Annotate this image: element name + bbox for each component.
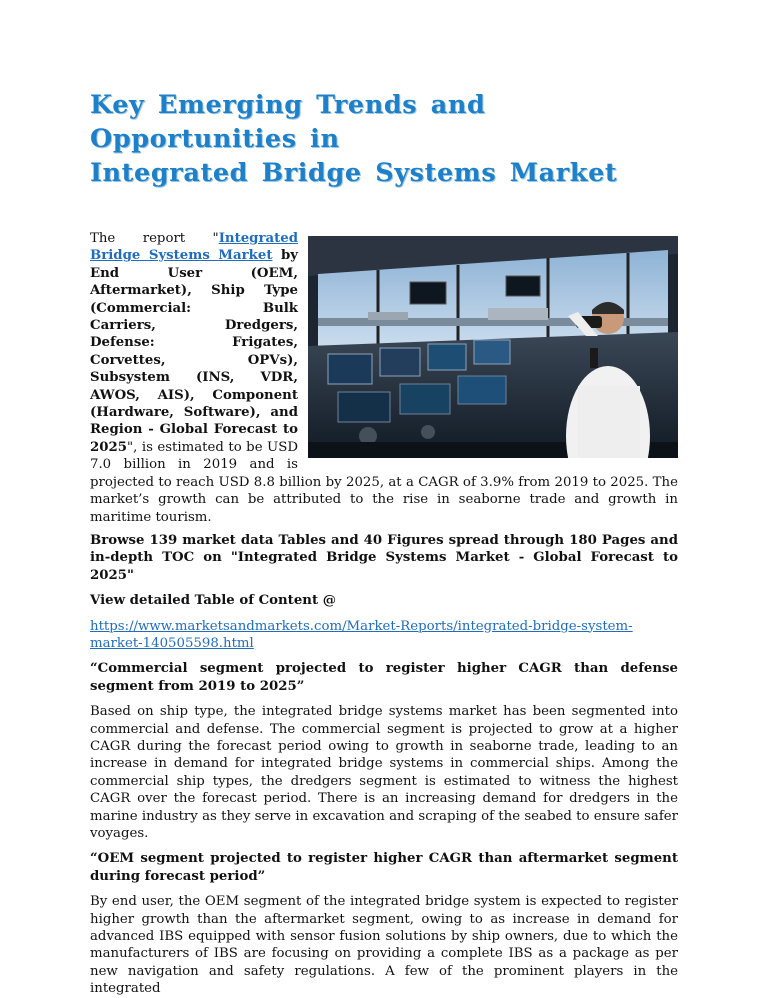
section1-heading: “Commercial segment projected to register higher CAGR than defense segment from 2019 to 2025” xyxy=(90,661,678,694)
bridge-photo xyxy=(308,236,678,458)
title-line-2: Integrated Bridge Systems Market xyxy=(90,158,618,188)
intro-bold: by End User (OEM, Aftermarket), Ship Type (Commercial: Bulk Carriers, Dredgers, Defense: Frigates, Corvettes, OPVs), Subsystem (INS, VDR, AWOS, AIS), Component (Hardware, Software), and Region - Global Forecast to 2025 xyxy=(90,248,298,455)
title-line-1: Key Emerging Trends and Opportunities in xyxy=(90,90,486,154)
section2-heading: “OEM segment projected to register higher CAGR than aftermarket segment during forecast period” xyxy=(90,851,678,884)
browse-paragraph: Browse 139 market data Tables and 40 Figures spread through 180 Pages and in-depth TOC on "Integrated Bridge Systems Market - Global Forecast to 2025" xyxy=(90,532,678,583)
document-page xyxy=(90,88,678,998)
intro-prefix: The report " xyxy=(90,231,219,246)
toc-label: View detailed Table of Content @ xyxy=(90,593,337,609)
section2-body: By end user, the OEM segment of the integrated bridge system is expected to register higher growth than the aftermarket segment, owing to as increase in demand for advanced IBS equipped with sensor fusion solutions by ship owners, due to which the manufacturers of IBS are focusing on providing a complete IBS as a package as per new navigation and safety regulations. A few of the prominent players in the integrated xyxy=(90,894,678,997)
intro-rest: ", is estimated to be USD 7.0 billion in 2019 and is projected to reach USD 8.8 billion by 2025, at a CAGR of 3.9% from 2019 to 2025. The market’s growth can be attributed to the rise in seaborne trade and growth in maritime tourism. xyxy=(90,439,678,525)
page-title xyxy=(90,88,678,190)
toc-url-link[interactable]: https://www.marketsandmarkets.com/Market-Reports/integrated-bridge-system-market-140505598.html xyxy=(90,618,633,651)
report-link[interactable]: Integrated Bridge Systems Market xyxy=(90,231,298,264)
intro-paragraph xyxy=(90,230,678,526)
section1-body: Based on ship type, the integrated bridge systems market has been segmented into commercial and defense. The commercial segment is projected to grow at a higher CAGR during the forecast period owing to growth in seaborne trade, leading to an increase in demand for integrated bridge systems in commercial ships. Among the commercial ship types, the dredgers segment is estimated to witness the highest CAGR over the forecast period. There is an increasing demand for dredgers in the marine industry as they serve in excavation and scraping of the seabed to ensure safer voyages. xyxy=(90,704,678,841)
